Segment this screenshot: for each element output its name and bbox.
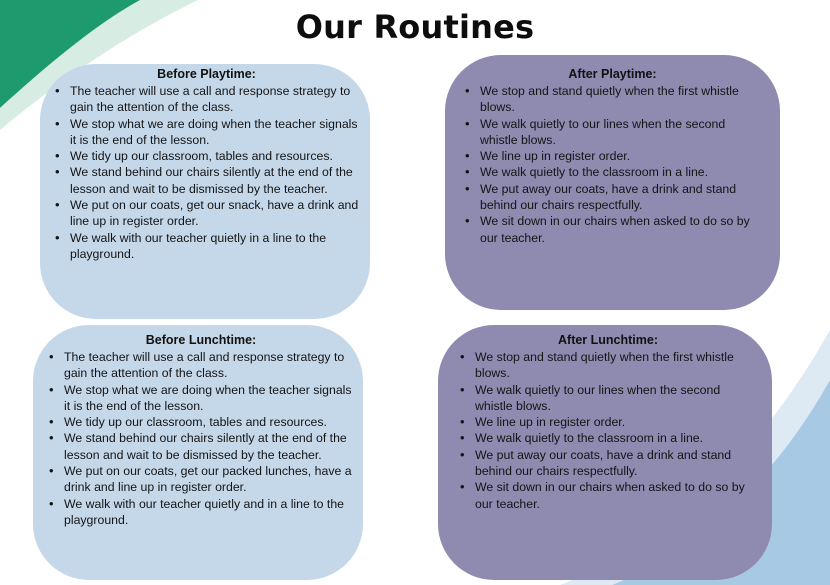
after-playtime-heading: After Playtime: xyxy=(568,67,657,81)
list-item: • The teacher will use a call and response strategy to gain the attention of the class. xyxy=(53,83,360,116)
list-item: • We put on our coats, get our snack, have a drink and line up in register order. xyxy=(53,197,360,230)
list-item: • We tidy up our classroom, tables and resources. xyxy=(53,148,360,164)
list-item: • We line up in register order. xyxy=(458,414,758,430)
list-item: • We put on our coats, get our packed lunches, have a drink and line up in register order. xyxy=(47,463,355,496)
list-item: • We walk quietly to our lines when the second whistle blows. xyxy=(458,382,758,415)
before-lunchtime-heading: Before Lunchtime: xyxy=(145,333,257,347)
list-item: • We sit down in our chairs when asked to do so by our teacher. xyxy=(463,213,762,246)
list-item: • We stop and stand quietly when the first whistle blows. xyxy=(463,83,762,116)
before-playtime-heading: Before Playtime: xyxy=(157,67,256,81)
list-item: • We stand behind our chairs silently at the end of the lesson and wait to be dismissed by the teacher. xyxy=(53,164,360,197)
list-item: • We put away our coats, have a drink and stand behind our chairs respectfully. xyxy=(463,181,762,214)
before-lunchtime-list xyxy=(47,349,355,528)
after-lunchtime-heading: After Lunchtime: xyxy=(558,333,658,347)
list-item: • We walk with our teacher quietly in a line to the playground. xyxy=(53,230,360,263)
list-item: • We walk quietly to the classroom in a line. xyxy=(458,430,758,446)
list-item: • We stop and stand quietly when the first whistle blows. xyxy=(458,349,758,382)
list-item: • We walk quietly to the classroom in a line. xyxy=(463,164,762,180)
list-item: • We stop what we are doing when the teacher signals it is the end of the lesson. xyxy=(53,116,360,149)
after-lunchtime-list xyxy=(458,349,758,512)
list-item: • We walk with our teacher quietly and in a line to the playground. xyxy=(47,496,355,529)
before-playtime-list xyxy=(53,83,360,262)
after-lunchtime-card xyxy=(438,325,772,580)
after-playtime-list xyxy=(463,83,762,246)
after-playtime-card xyxy=(445,55,780,310)
list-item: • We put away our coats, have a drink and stand behind our chairs respectfully. xyxy=(458,447,758,480)
list-item: • We line up in register order. xyxy=(463,148,762,164)
before-lunchtime-card xyxy=(33,325,363,580)
list-item: • We stand behind our chairs silently at the end of the lesson and wait to be dismissed by the teacher. xyxy=(47,430,355,463)
before-playtime-card xyxy=(40,64,370,319)
list-item: • We walk quietly to our lines when the second whistle blows. xyxy=(463,116,762,149)
list-item: • We tidy up our classroom, tables and resources. xyxy=(47,414,355,430)
page-title: Our Routines xyxy=(295,8,535,46)
list-item: • The teacher will use a call and response strategy to gain the attention of the class. xyxy=(47,349,355,382)
list-item: • We sit down in our chairs when asked to do so by our teacher. xyxy=(458,479,758,512)
list-item: • We stop what we are doing when the teacher signals it is the end of the lesson. xyxy=(47,382,355,415)
